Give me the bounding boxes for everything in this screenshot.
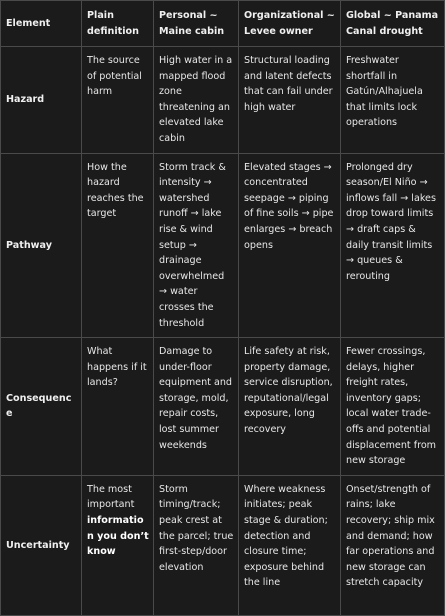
header-global: Global ~ Panama Canal drought [341,1,445,47]
cell-plain: What happens if it lands? [82,338,154,476]
cell-personal: Storm timing/track; peak crest at the parcel; true first-step/door elevation [154,475,239,615]
table-row-pathway [1,153,445,338]
cell-global: Prolonged dry season/El Niño → inflows fall → lakes drop toward limits → draft caps & daily transit limits → queues & rerouting [341,153,445,338]
cell-organizational: Elevated stages → concentrated seepage → piping of fine soils → pipe enlarges → breach opens [239,153,341,338]
cell-plain: The source of potential harm [82,47,154,154]
cell-organizational: Where weakness initiates; peak stage & duration; detection and closure time; exposure behind the line [239,475,341,615]
row-label-consequence: Consequence [1,338,82,476]
cell-global: Onset/strength of rains; lake recovery; ship mix and demand; how far operations and new storage can stretch capacity [341,475,445,615]
cell-plain-text: The most important [87,483,135,511]
header-row [1,1,445,47]
cell-plain-emphasis: information you don’t know [87,515,149,558]
row-label-uncertainty: Uncertainty [1,475,82,615]
cell-personal: High water in a mapped flood zone threatening an elevated lake cabin [154,47,239,154]
table-row-hazard [1,47,445,154]
cell-personal: Damage to under-floor equipment and storage, mold, repair costs, lost summer weekends [154,338,239,476]
cell-plain [82,475,154,615]
cell-global: Freshwater shortfall in Gatún/Alhajuela that limits lock operations [341,47,445,154]
row-label-hazard: Hazard [1,47,82,154]
cell-organizational: Life safety at risk, property damage, service disruption, reputational/legal exposure, long recovery [239,338,341,476]
header-plain-definition: Plain definition [82,1,154,47]
cell-organizational: Structural loading and latent defects that can fail under high water [239,47,341,154]
header-personal: Personal ~ Maine cabin [154,1,239,47]
cell-global: Fewer crossings, delays, higher freight rates, inventory gaps; local water trade-offs and potential displacement from new storage [341,338,445,476]
table-row-uncertainty [1,475,445,615]
cell-personal: Storm track & intensity → watershed runoff → lake rise & wind setup → drainage overwhelmed → water crosses the threshold [154,153,239,338]
cell-plain: How the hazard reaches the target [82,153,154,338]
row-label-pathway: Pathway [1,153,82,338]
header-element: Element [1,1,82,47]
table-row-consequence [1,338,445,476]
header-organizational: Organizational ~ Levee owner [239,1,341,47]
